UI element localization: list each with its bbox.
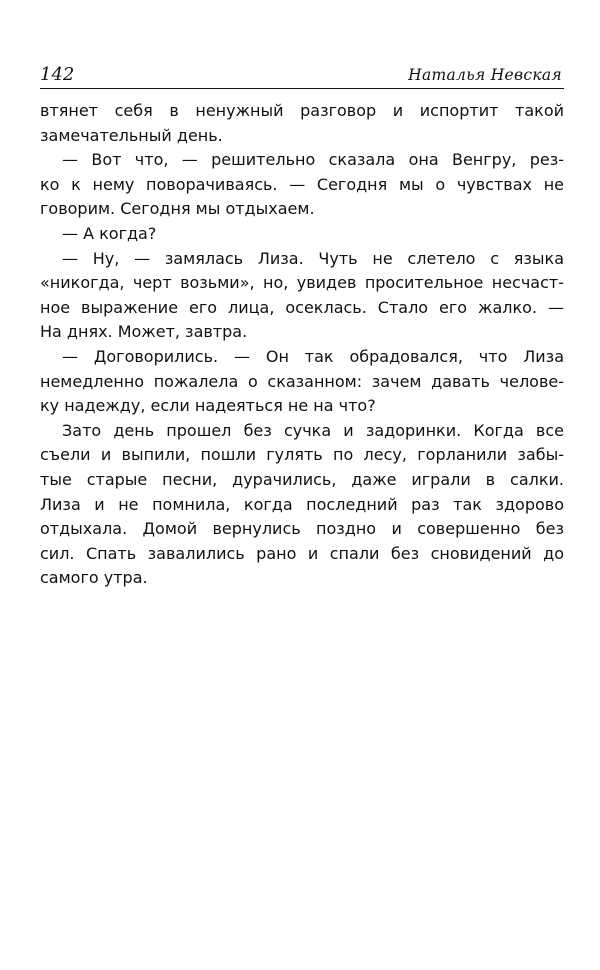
- text-line: съели и выпили, пошли гулять по лесу, горланили забы-: [40, 445, 564, 465]
- text-line: немедленно пожалела о сказанном: зачем давать челове-: [40, 371, 564, 391]
- text-line: — Вот что, — решительно сказала она Венгру, рез-: [62, 150, 564, 170]
- text-line: отдыхала. Домой вернулись поздно и совершенно без: [40, 519, 564, 539]
- text-line: самого утра.: [40, 568, 148, 588]
- text-line: — Договорились. — Он так обрадовался, что Лиза: [62, 346, 564, 366]
- text-line: — Ну, — замялась Лиза. Чуть не слетело с языка: [62, 248, 564, 268]
- book-page: [40, 62, 564, 591]
- text-line: тые старые песни, дурачились, даже играли в салки.: [40, 469, 564, 489]
- page-header: [40, 62, 564, 89]
- text-line: говорим. Сегодня мы отдыхаем.: [40, 199, 315, 219]
- text-line: ко к нему поворачиваясь. — Сегодня мы о чувствах не: [40, 174, 564, 194]
- text-line: Лиза и не помнила, когда последний раз так здорово: [40, 494, 564, 514]
- text-line: ное выражение его лица, осеклась. Стало его жалко. —: [40, 297, 564, 317]
- page-number: 142: [40, 64, 75, 85]
- text-line: ку надежду, если надеяться не на что?: [40, 396, 376, 416]
- text-line: «никогда, черт возьми», но, увидев просительное несчаст-: [40, 273, 564, 293]
- running-head: Наталья Невская: [408, 66, 562, 84]
- text-line: сил. Спать завалились рано и спали без сновидений до: [40, 543, 564, 563]
- text-line: — А когда?: [62, 223, 157, 243]
- text-line: На днях. Может, завтра.: [40, 322, 248, 342]
- text-line: втянет себя в ненужный разговор и испортит такой: [40, 101, 564, 120]
- text-line: Зато день прошел без сучка и задоринки. Когда все: [62, 420, 564, 440]
- text-line: замечательный день.: [40, 125, 223, 145]
- body-text: [40, 99, 564, 591]
